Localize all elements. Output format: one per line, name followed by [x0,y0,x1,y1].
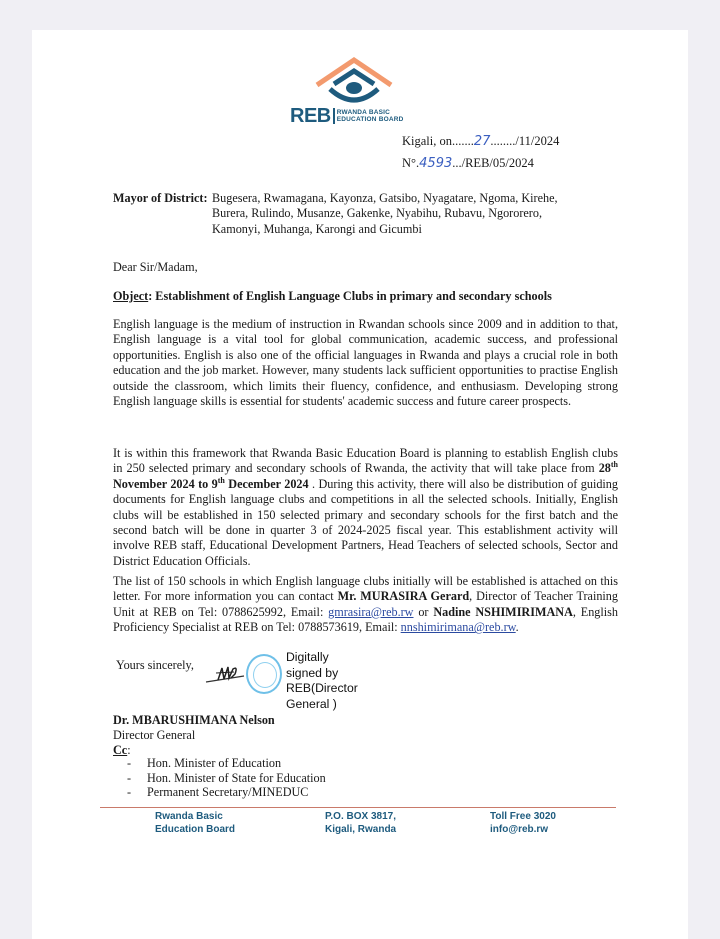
footer-organization: Rwanda Basic Education Board [155,811,236,835]
digital-signature-note: Digitally signed by REB(Director General ) [286,650,358,711]
activity-dates: 28th November 2024 to 9th December 2024 [113,460,618,491]
cc-item: - Permanent Secretary/MINEDUC [127,785,309,799]
email-link-gmrasira[interactable]: gmrasira@reb.rw [328,604,414,619]
handwritten-day: 27 [473,134,491,149]
signatory-title: Director General [113,728,196,742]
logo-short: REB [290,105,331,127]
date-line: Kigali, on.......27......../11/2024 [402,134,560,149]
cc-item: - Hon. Minister of Education [127,756,282,770]
handwritten-signature-icon [204,664,250,686]
logo-fullname: RWANDA BASIC EDUCATION BOARD [336,109,404,123]
logo-divider [333,108,335,124]
addressee-label: Mayor of District: [113,191,208,205]
email-link-nnshimirimana[interactable]: nnshimirimana@reb.rw [400,620,516,635]
paragraph-intro: English language is the medium of instruction in Rwandan schools since 2009 and in addition to that, English language is a vital tool for global communication, academic success, and professional opportunities. English is also one of the official languages in Rwanda and plays a crucial role in both education and the job market. However, many students lack sufficient opportunities to practise English outside the classroom, which limits their fluency, confidence, and enthusiasm. Developing strong English language skills is essential for students' academic success and future career prospects. [113,317,618,409]
signatory-name: Dr. MBARUSHIMANA Nelson [113,713,275,727]
reference-number: N°.4593.../REB/05/2024 [402,156,534,171]
contact-murasira: Mr. MURASIRA Gerard [337,589,470,604]
closing: Yours sincerely, [116,658,194,672]
object-label: Object [113,289,149,303]
official-seal-icon [246,654,282,694]
signature-block [200,650,370,720]
cc-label: Cc: [113,743,131,757]
footer-email: info@reb.rw [490,824,549,835]
letter-page [32,30,688,939]
paragraph-framework: It is within this framework that Rwanda Basic Education Board is planning to establish English clubs in 250 selected primary and secondary schools of Rwanda, the activity that will take place from 28th November 2024 to 9th December 2024 . During this activity, there will also be distribution of guiding documents for English language clubs and competitions in all the selected schools. Initially, English clubs will be established in 150 selected primary and secondary schools for the first batch and the second batch will be done in quarter 3 of 2024-2025 fiscal year. This establishment activity will involve REB staff, Educational Development Partners, Head Teachers of selected schools, Sector and District Education Officials. [113,446,618,568]
footer-address: P.O. BOX 3817, Kigali, Rwanda [325,811,397,835]
cc-item: - Hon. Minister of State for Education [127,770,326,785]
object-line [113,289,552,304]
footer-divider [100,807,616,808]
object-text: : Establishment of English Language Clubs in primary and secondary schools [148,289,552,303]
footer-contact: Toll Free 3020 info@reb.rw [490,811,556,835]
handwritten-number: 4593 [419,156,453,171]
reb-emblem-icon [282,55,422,107]
salutation: Dear Sir/Madam, [113,260,198,274]
district-list: Bugesera, Rwamagana, Kayonza, Gatsibo, Nyagatare, Ngoma, Kirehe, Burera, Rulindo, Musanze, Gakenke, Nyabihu, Rubavu, Ngororero, Kamonyi, Muhanga, Karongi and Gicumbi [212,191,558,236]
paragraph-contacts: The list of 150 schools in which English language clubs initially will be established is attached on this letter. For more information you can contact Mr. MURASIRA Gerard, Director of Teacher Training Unit at REB on Tel: 0788625992, Email: gmrasira@reb.rw or Nadine NSHIMIRIMANA, English Proficiency Specialist at REB on Tel: 0788573619, Email: nnshimirimana@reb.rw. [113,574,619,635]
logo-wordmark [290,107,404,125]
contact-nshimirimana: Nadine NSHIMIRIMANA [433,604,573,619]
cc-list [127,756,326,800]
reb-logo [282,55,422,135]
